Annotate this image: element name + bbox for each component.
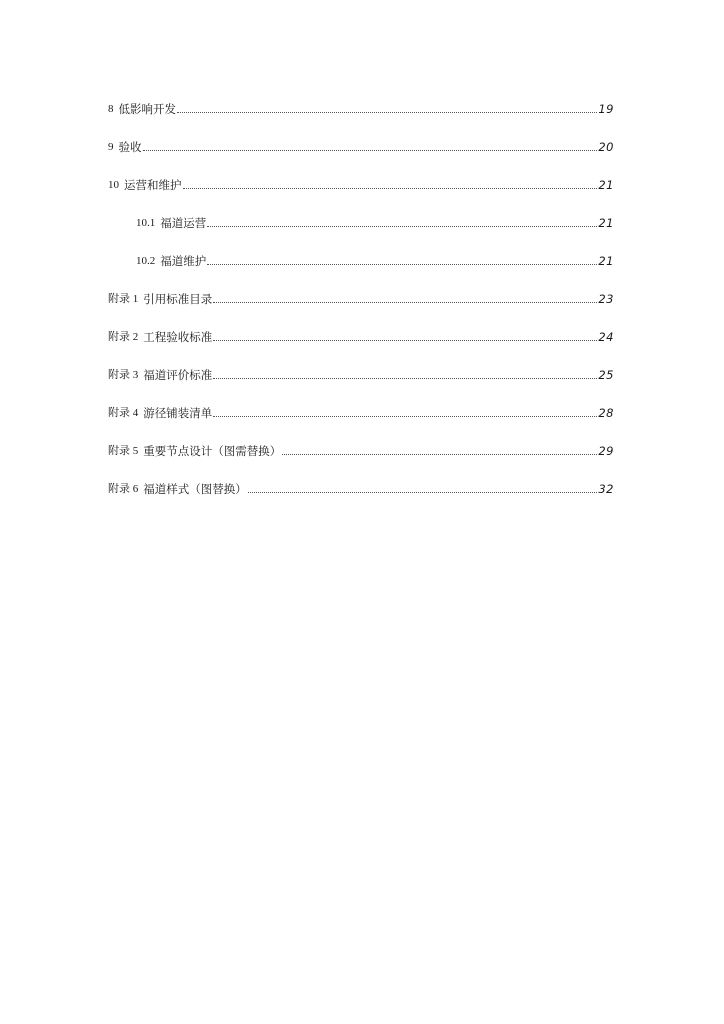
dot-leader (207, 226, 597, 227)
toc-entry-title: 游径铺装清单 (143, 406, 213, 420)
toc-entry-title: 工程验收标准 (143, 330, 213, 344)
toc-entry-title: 引用标准目录 (143, 292, 213, 306)
dot-leader (143, 150, 598, 151)
toc-entry-number: 附录 4 (108, 407, 139, 419)
toc-entry-number: 附录 5 (108, 445, 139, 457)
toc-entry-8[interactable] (108, 96, 614, 116)
toc-entry-number: 10.1 (136, 217, 156, 229)
toc-entry-9[interactable] (108, 134, 614, 154)
toc-entry-title: 低影响开发 (118, 102, 176, 116)
toc-entry-page: 28 (598, 406, 614, 420)
toc-entry-title: 福道评价标准 (143, 368, 213, 382)
toc-entry-page: 21 (598, 254, 614, 268)
toc-entry-10[interactable] (108, 172, 614, 192)
dot-leader (248, 492, 598, 493)
toc-entry-page: 20 (598, 140, 614, 154)
toc-entry-title: 福道样式（图替换） (143, 482, 247, 496)
toc-entry-title: 福道运营 (160, 216, 207, 230)
toc-entry-appendix-5[interactable] (108, 438, 614, 458)
toc-entry-page: 32 (598, 482, 614, 496)
toc-entry-number: 附录 3 (108, 369, 139, 381)
toc-entry-appendix-6[interactable] (108, 476, 614, 496)
toc-entry-title: 运营和维护 (124, 178, 182, 192)
toc-entry-title: 福道维护 (160, 254, 207, 268)
toc-entry-title: 重要节点设计（图需替换） (143, 444, 282, 458)
toc-entry-page: 19 (598, 102, 614, 116)
toc-entry-title: 验收 (118, 140, 142, 154)
toc-entry-number: 8 (108, 103, 114, 115)
dot-leader (213, 416, 597, 417)
dot-leader (282, 454, 597, 455)
toc-entry-number: 10 (108, 179, 119, 191)
toc-entry-number: 附录 2 (108, 331, 139, 343)
toc-entry-page: 23 (598, 292, 614, 306)
toc-entry-number: 附录 6 (108, 483, 139, 495)
toc-entry-number: 附录 1 (108, 293, 139, 305)
toc-entry-appendix-2[interactable] (108, 324, 614, 344)
dot-leader (213, 378, 597, 379)
dot-leader (213, 340, 597, 341)
dot-leader (207, 264, 597, 265)
toc-entry-10-1[interactable] (136, 210, 614, 230)
toc-entry-page: 21 (598, 216, 614, 230)
dot-leader (177, 112, 597, 113)
toc-entry-appendix-3[interactable] (108, 362, 614, 382)
toc-entry-number: 9 (108, 141, 114, 153)
toc-entry-number: 10.2 (136, 255, 156, 267)
toc-entry-appendix-1[interactable] (108, 286, 614, 306)
toc-entry-page: 29 (598, 444, 614, 458)
toc-entry-page: 21 (598, 178, 614, 192)
toc-entry-page: 24 (598, 330, 614, 344)
dot-leader (183, 188, 598, 189)
dot-leader (213, 302, 597, 303)
toc-entry-10-2[interactable] (136, 248, 614, 268)
toc-entry-page: 25 (598, 368, 614, 382)
toc-entry-appendix-4[interactable] (108, 400, 614, 420)
